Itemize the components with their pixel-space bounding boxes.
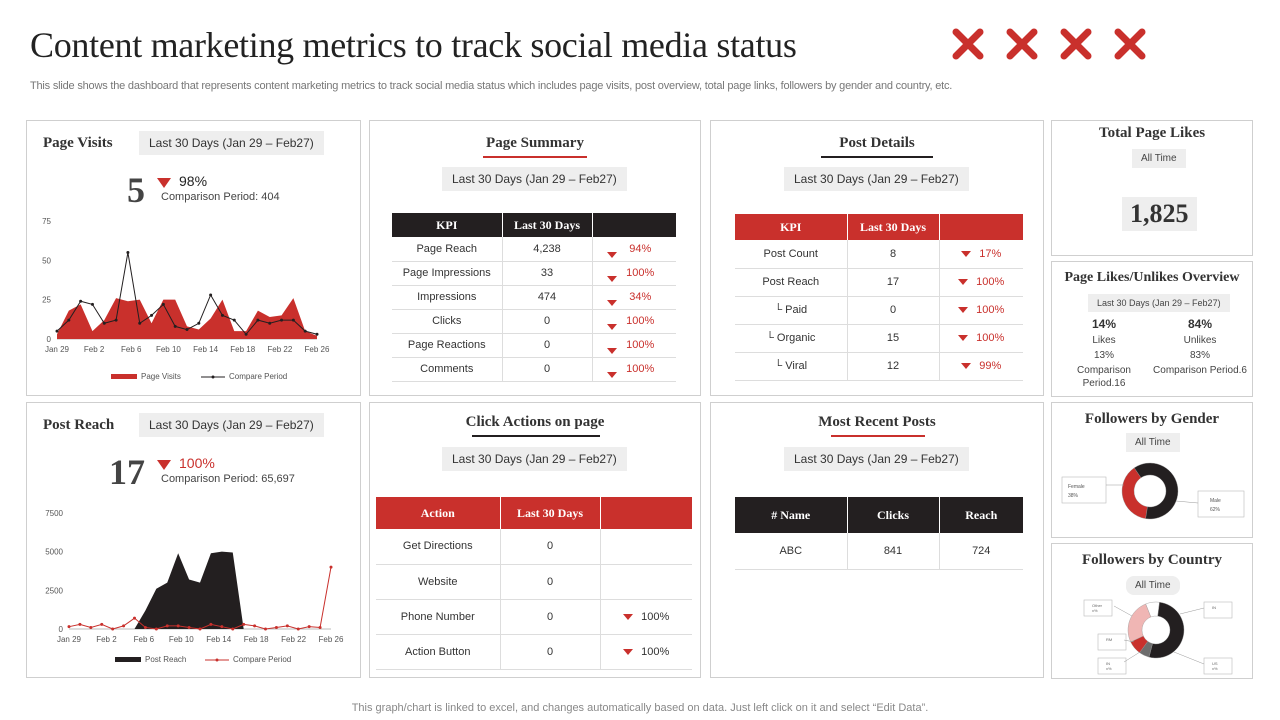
- post-details-table: [735, 214, 1023, 381]
- x-tick-label: Feb 18: [243, 635, 269, 644]
- trend-value: 94%: [629, 242, 652, 255]
- post-reach-value: 17: [109, 452, 145, 492]
- data-point: [78, 623, 81, 626]
- data-point: [308, 625, 311, 628]
- legend-swatch: [115, 657, 141, 662]
- data-point: [138, 322, 141, 325]
- table-cell: 841: [847, 533, 939, 569]
- table-cell: Get Directions: [376, 529, 500, 564]
- x-tick-label: Feb 10: [155, 345, 181, 354]
- data-point: [231, 628, 234, 631]
- page-title: Content marketing metrics to track social media status: [30, 25, 797, 65]
- page-visits-change: 98%: [179, 173, 208, 189]
- legend-marker: [212, 376, 215, 379]
- recent-posts-panel: [710, 402, 1044, 678]
- trend-cell: [939, 240, 1023, 268]
- down-triangle-icon: [607, 324, 617, 330]
- down-triangle-icon: [607, 300, 617, 306]
- trend-value: 100%: [626, 315, 655, 327]
- country-label: Other: [1092, 603, 1103, 608]
- table-cell: 8: [847, 240, 939, 268]
- country-label: RM: [1106, 637, 1113, 642]
- table-row: [392, 333, 676, 357]
- trend-value: 100%: [976, 276, 1005, 288]
- legend-label: Page Visits: [141, 372, 181, 381]
- y-tick-label: 50: [42, 256, 51, 266]
- x-tick-label: Feb 14: [206, 635, 232, 644]
- x-tick-label: Feb 18: [230, 345, 256, 354]
- followers-country-panel: [1051, 543, 1253, 679]
- data-point: [209, 623, 212, 626]
- page-subtitle: This slide shows the dashboard that represents content marketing metrics to track social media status which includes page visits, post overview, total page links, followers by gender and country, etc.: [30, 80, 953, 92]
- title-underline: [483, 156, 587, 158]
- data-point: [174, 325, 177, 328]
- callout-line: [1124, 652, 1140, 662]
- unlikes-cmp: Comparison Period.6: [1153, 365, 1247, 376]
- followers-country-title: Followers by Country: [1082, 552, 1222, 568]
- page-visits-panel: [26, 120, 361, 396]
- total-likes-value: 1,825: [1122, 197, 1197, 231]
- down-triangle-icon: [958, 279, 968, 285]
- table-row: [735, 296, 1023, 324]
- decorative-x-marks: [952, 26, 1146, 60]
- page-summary-panel: [369, 120, 701, 396]
- x-tick-label: Feb 6: [121, 345, 142, 354]
- table-cell: [600, 564, 692, 599]
- data-point: [155, 628, 158, 631]
- table-header: KPI: [735, 214, 847, 240]
- legend-label: Compare Period: [229, 372, 288, 381]
- x-mark-icon: [1006, 26, 1038, 60]
- unlikes-prev: 83%: [1189, 350, 1210, 361]
- data-point: [221, 314, 224, 317]
- table-cell: 0: [500, 599, 600, 634]
- down-triangle-icon: [607, 372, 617, 378]
- unlikes-pct: 84%: [1187, 317, 1213, 331]
- trend-cell: [592, 237, 676, 261]
- click-actions-table: [376, 497, 692, 670]
- trend-value: 100%: [626, 267, 655, 279]
- table-cell: [600, 529, 692, 564]
- table-header: Last 30 Days: [847, 214, 939, 240]
- callout-line: [1114, 606, 1132, 616]
- down-triangle-icon: [623, 649, 633, 655]
- table-header: [939, 214, 1023, 240]
- trend-cell: [592, 285, 676, 309]
- page-visits-chart[interactable]: [27, 211, 362, 391]
- table-header: # Name: [735, 497, 847, 533]
- trend-cell: [592, 309, 676, 333]
- x-tick-label: Jan 29: [56, 635, 82, 644]
- data-point: [162, 303, 165, 306]
- click-actions-title: Click Actions on page: [465, 414, 605, 430]
- post-reach-panel: [26, 402, 361, 678]
- area-series-page-visits[interactable]: [57, 298, 317, 339]
- recent-posts-title: Most Recent Posts: [818, 414, 936, 430]
- trend-value: 100%: [976, 304, 1005, 316]
- page-visits-period[interactable]: Last 30 Days (Jan 29 – Feb27): [139, 131, 324, 155]
- trend-cell: [939, 324, 1023, 352]
- likes-overview-title: Page Likes/Unlikes Overview: [1064, 270, 1240, 285]
- x-tick-label: Feb 26: [304, 345, 330, 354]
- table-cell: 0: [502, 309, 592, 333]
- followers-country-chart[interactable]: [1052, 594, 1252, 678]
- table-header: [600, 497, 692, 529]
- data-point: [220, 625, 223, 628]
- x-tick-label: Feb 2: [83, 345, 105, 354]
- total-likes-title: Total Page Likes: [1098, 125, 1206, 141]
- data-point: [150, 314, 153, 317]
- data-point: [122, 624, 125, 627]
- trend-cell: [939, 352, 1023, 380]
- table-cell: 724: [939, 533, 1023, 569]
- male-value: 62%: [1210, 507, 1221, 513]
- y-tick-label: 5000: [45, 547, 63, 557]
- x-tick-label: Feb 26: [318, 635, 344, 644]
- data-point: [245, 333, 248, 336]
- followers-gender-title: Followers by Gender: [1084, 411, 1220, 427]
- table-cell: └ Organic: [735, 324, 847, 352]
- data-point: [268, 322, 271, 325]
- likes-prev: 13%: [1093, 350, 1114, 361]
- data-point: [111, 628, 114, 631]
- down-triangle-icon: [961, 251, 971, 257]
- down-triangle-icon: [961, 363, 971, 369]
- data-point: [253, 624, 256, 627]
- table-header: Clicks: [847, 497, 939, 533]
- data-point: [275, 626, 278, 629]
- table-cell: └ Viral: [735, 352, 847, 380]
- data-point: [304, 330, 307, 333]
- table-header: Action: [376, 497, 500, 529]
- table-row: [392, 357, 676, 381]
- x-tick-label: Feb 2: [96, 635, 117, 644]
- data-point: [188, 626, 191, 629]
- x-mark-icon: [1114, 26, 1146, 60]
- likes-overview-panel: [1051, 261, 1253, 397]
- country-label: US: [1212, 661, 1218, 666]
- click-actions-panel: [369, 402, 701, 678]
- country-value: x%: [1092, 608, 1098, 613]
- trend-value: 17%: [979, 247, 1002, 260]
- data-point: [292, 319, 295, 322]
- trend-value: 100%: [641, 610, 670, 623]
- x-tick-label: Feb 10: [168, 635, 194, 644]
- title-underline: [821, 156, 933, 158]
- down-triangle-icon: [623, 614, 633, 620]
- trend-cell: [592, 333, 676, 357]
- data-point: [256, 319, 259, 322]
- x-mark-icon: [1060, 26, 1092, 60]
- data-point: [67, 319, 70, 322]
- data-point: [166, 624, 169, 627]
- table-header: Reach: [939, 497, 1023, 533]
- table-row: [376, 599, 692, 634]
- down-triangle-icon: [607, 348, 617, 354]
- table-row: [376, 634, 692, 669]
- data-point: [197, 322, 200, 325]
- table-header: Last 30 Days: [500, 497, 600, 529]
- down-triangle-icon: [958, 307, 968, 313]
- table-cell: 0: [500, 634, 600, 669]
- table-cell: Action Button: [376, 634, 500, 669]
- total-likes-panel: [1051, 120, 1253, 256]
- legend-swatch: [111, 374, 137, 379]
- trend-value: 100%: [626, 339, 655, 351]
- table-row: [376, 529, 692, 564]
- data-point: [264, 628, 267, 631]
- x-tick-label: Feb 14: [193, 345, 219, 354]
- data-point: [280, 319, 283, 322]
- x-mark-icon: [952, 26, 984, 60]
- table-cell: Phone Number: [376, 599, 500, 634]
- unlikes-column: [1152, 317, 1248, 377]
- post-reach-change: 100%: [179, 455, 215, 471]
- likes-cmp: Comparison Period.16: [1077, 365, 1131, 389]
- page-summary-period[interactable]: Last 30 Days (Jan 29 – Feb27): [442, 167, 627, 191]
- trend-cell: [592, 261, 676, 285]
- post-details-period[interactable]: Last 30 Days (Jan 29 – Feb27): [784, 167, 969, 191]
- data-point: [91, 303, 94, 306]
- table-row: [392, 237, 676, 261]
- table-row: [735, 268, 1023, 296]
- data-point: [79, 300, 82, 303]
- table-cell: └ Paid: [735, 296, 847, 324]
- post-reach-comparison: Comparison Period: 65,697: [161, 473, 295, 485]
- data-point: [233, 319, 236, 322]
- callout-box: [1204, 602, 1232, 618]
- data-point: [144, 626, 147, 629]
- likes-label: Likes: [1092, 335, 1116, 346]
- table-header: [592, 213, 676, 237]
- likes-column: [1056, 317, 1152, 390]
- table-header: KPI: [392, 213, 502, 237]
- trend-value: 34%: [629, 291, 652, 303]
- y-tick-label: 25: [42, 295, 51, 305]
- area-series-post-reach[interactable]: [69, 552, 331, 629]
- callout-box: [1198, 491, 1244, 517]
- country-label: IN: [1212, 605, 1216, 610]
- likes-pct: 14%: [1091, 317, 1117, 331]
- table-cell: 15: [847, 324, 939, 352]
- down-triangle-icon: [958, 335, 968, 341]
- y-tick-label: 75: [42, 217, 51, 226]
- trend-cell: [939, 268, 1023, 296]
- page-summary-title: Page Summary: [486, 135, 584, 151]
- data-point: [199, 628, 202, 631]
- table-cell: Website: [376, 564, 500, 599]
- table-cell: 0: [502, 357, 592, 381]
- male-label: Male: [1210, 498, 1221, 504]
- data-point: [115, 319, 118, 322]
- table-row: [735, 533, 1023, 569]
- table-cell: Page Impressions: [392, 261, 502, 285]
- table-cell: 0: [847, 296, 939, 324]
- table-header: Last 30 Days: [502, 213, 592, 237]
- likes-overview-period[interactable]: Last 30 Days (Jan 29 – Feb27): [1088, 294, 1230, 312]
- female-label: Female: [1068, 484, 1085, 490]
- callout-box: [1098, 658, 1126, 674]
- data-point: [297, 628, 300, 631]
- country-value: x%: [1212, 666, 1218, 671]
- data-point: [330, 566, 333, 569]
- trend-value: 100%: [626, 363, 655, 375]
- post-reach-period[interactable]: Last 30 Days (Jan 29 – Feb27): [139, 413, 324, 437]
- page-visits-title: Page Visits: [43, 135, 113, 151]
- table-cell: Page Reactions: [392, 333, 502, 357]
- female-value: 38%: [1068, 493, 1079, 499]
- data-point: [316, 333, 319, 336]
- country-label: IN: [1106, 661, 1110, 666]
- trend-cell: [600, 599, 692, 634]
- trend-value: 100%: [976, 332, 1005, 344]
- data-point: [56, 330, 59, 333]
- data-point: [126, 251, 129, 254]
- table-cell: 474: [502, 285, 592, 309]
- down-triangle-icon: [607, 252, 617, 258]
- table-cell: Post Count: [735, 240, 847, 268]
- table-cell: 4,238: [502, 237, 592, 261]
- y-tick-label: 0: [46, 335, 51, 344]
- callout-box: [1204, 658, 1232, 674]
- table-row: [392, 285, 676, 309]
- title-underline: [831, 435, 925, 437]
- post-details-panel: [710, 120, 1044, 396]
- down-triangle-icon: [607, 276, 617, 282]
- x-tick-label: Feb 22: [267, 345, 293, 354]
- table-cell: 33: [502, 261, 592, 285]
- table-cell: 12: [847, 352, 939, 380]
- table-cell: Comments: [392, 357, 502, 381]
- table-row: [735, 240, 1023, 268]
- legend-label: Compare Period: [233, 655, 292, 664]
- callout-line: [1174, 652, 1204, 664]
- table-cell: 17: [847, 268, 939, 296]
- table-cell: ABC: [735, 533, 847, 569]
- recent-posts-table: [735, 497, 1023, 570]
- x-tick-label: Feb 6: [133, 635, 155, 644]
- legend-marker: [216, 659, 219, 662]
- unlikes-label: Unlikes: [1183, 335, 1217, 346]
- data-point: [319, 626, 322, 629]
- donut-slice-us[interactable]: [1128, 604, 1151, 642]
- callout-line: [1180, 608, 1204, 614]
- data-point: [68, 625, 71, 628]
- data-point: [186, 328, 189, 331]
- click-actions-period[interactable]: Last 30 Days (Jan 29 – Feb27): [442, 447, 627, 471]
- followers-gender-period[interactable]: All Time: [1126, 433, 1180, 452]
- table-cell: 0: [502, 333, 592, 357]
- page-visits-comparison: Comparison Period: 404: [161, 191, 280, 203]
- data-point: [286, 624, 289, 627]
- page-summary-table: [392, 213, 676, 382]
- followers-gender-chart[interactable]: [1052, 455, 1252, 537]
- trend-cell: [600, 634, 692, 669]
- title-underline: [472, 435, 600, 437]
- table-row: [392, 261, 676, 285]
- trend-value: 99%: [979, 360, 1002, 372]
- y-tick-label: 7500: [45, 509, 63, 518]
- footer-note: This graph/chart is linked to excel, and changes automatically based on data. Just left click on it and select “Edit Data”.: [351, 702, 929, 714]
- post-reach-title: Post Reach: [43, 417, 115, 433]
- followers-country-period[interactable]: All Time: [1126, 576, 1180, 595]
- trend-value: 100%: [641, 645, 670, 658]
- data-point: [209, 293, 212, 296]
- table-cell: Impressions: [392, 285, 502, 309]
- x-tick-label: Feb 22: [281, 635, 307, 644]
- recent-posts-period[interactable]: Last 30 Days (Jan 29 – Feb27): [784, 447, 969, 471]
- data-point: [89, 626, 92, 629]
- y-tick-label: 2500: [45, 586, 63, 596]
- followers-gender-panel: [1051, 402, 1253, 538]
- callout-box: [1062, 477, 1106, 503]
- table-cell: Page Reach: [392, 237, 502, 261]
- table-cell: Clicks: [392, 309, 502, 333]
- post-details-title: Post Details: [839, 135, 915, 151]
- x-tick-label: Jan 29: [44, 345, 70, 354]
- table-cell: 0: [500, 529, 600, 564]
- table-row: [735, 324, 1023, 352]
- data-point: [133, 617, 136, 620]
- country-value: x%: [1106, 666, 1112, 671]
- data-point: [177, 624, 180, 627]
- trend-cell: [939, 296, 1023, 324]
- data-point: [103, 322, 106, 325]
- page-visits-value: 5: [127, 170, 145, 210]
- total-likes-period[interactable]: All Time: [1132, 149, 1186, 168]
- y-tick-label: 0: [58, 625, 63, 634]
- table-row: [392, 309, 676, 333]
- table-cell: Post Reach: [735, 268, 847, 296]
- data-point: [242, 623, 245, 626]
- table-cell: 0: [500, 564, 600, 599]
- post-reach-chart[interactable]: [27, 499, 362, 675]
- data-point: [100, 623, 103, 626]
- table-row: [376, 564, 692, 599]
- trend-cell: [592, 357, 676, 381]
- legend-label: Post Reach: [145, 655, 187, 664]
- table-row: [735, 352, 1023, 380]
- callout-line: [1176, 501, 1198, 503]
